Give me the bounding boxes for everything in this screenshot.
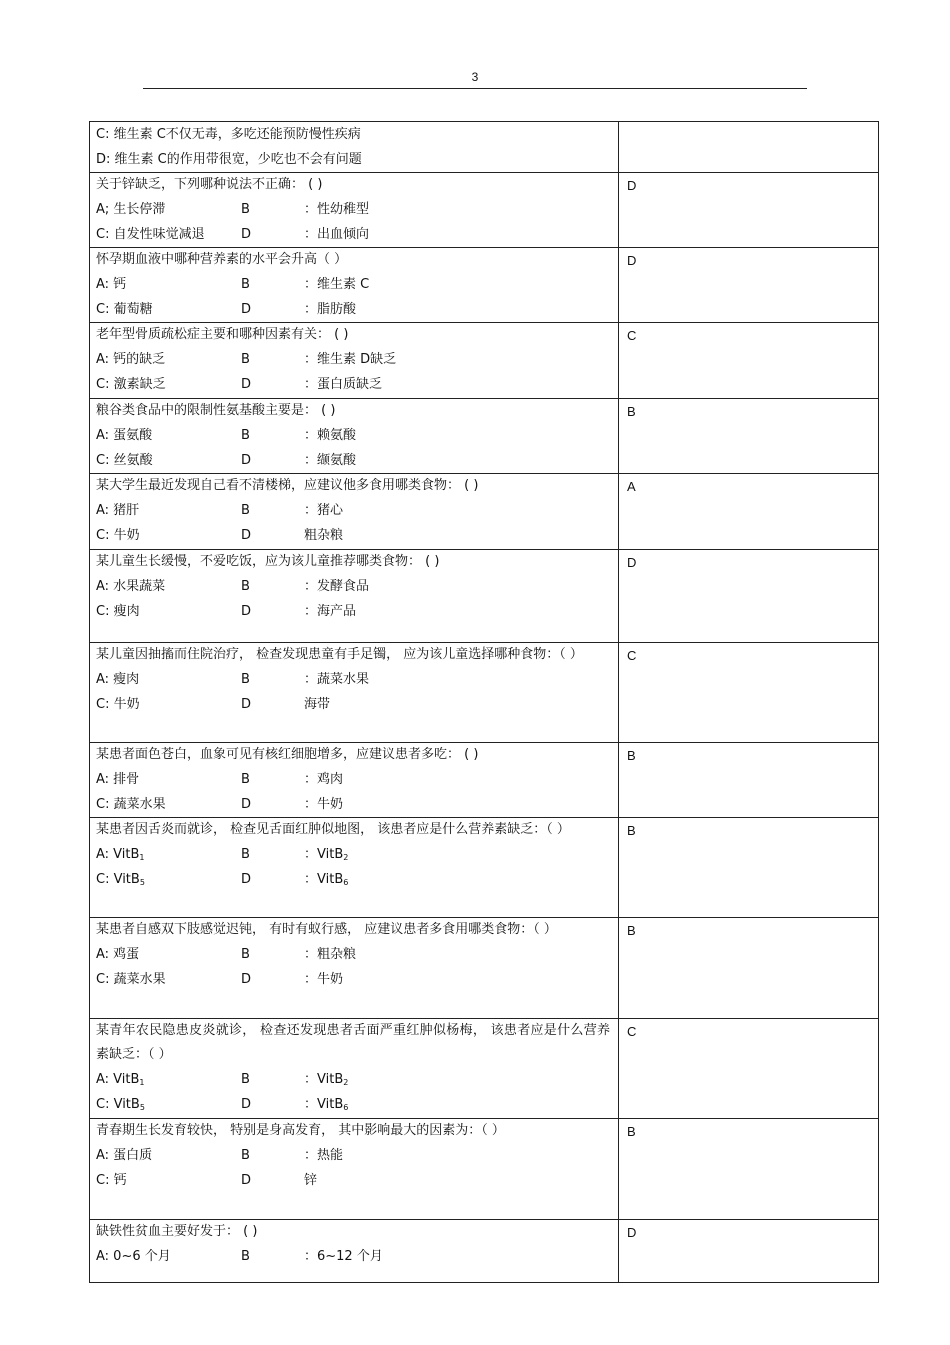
option-right-text: ：VitB$_6$ — [304, 1097, 349, 1112]
option-line — [90, 574, 618, 599]
option-line — [90, 599, 618, 624]
option-left: C: 丝氨酸 — [96, 453, 153, 468]
option-right-letter: B — [241, 1249, 250, 1264]
option-left: A: 猪肝 — [96, 503, 140, 518]
answer-cell: C — [619, 1019, 879, 1119]
option-text: D: 维生素 C的作用带很宽，少吃也不会有问题 — [96, 152, 362, 167]
question-text: 某儿童因抽搐而住院治疗， 检查发现患童有手足镯， 应为该儿童选择哪种食物：（ ） — [96, 647, 583, 662]
option-line — [90, 423, 618, 448]
option-right-text: 锌 — [304, 1173, 318, 1188]
option-line — [90, 498, 618, 523]
option-line — [90, 523, 618, 548]
answer-cell: B — [619, 743, 879, 818]
option-right-text: ：蔬菜水果 — [304, 672, 370, 687]
option-line — [90, 1244, 618, 1269]
option-right-text: ：赖氨酸 — [304, 428, 357, 443]
option-right-letter: D — [241, 227, 252, 242]
option-right-letter: D — [241, 972, 252, 987]
option-line — [90, 967, 618, 992]
question-cell — [90, 743, 619, 818]
option-left: C: 蔬菜水果 — [96, 972, 166, 987]
answer-cell: D — [619, 248, 879, 323]
question-text: 老年型骨质疏松症主要和哪种因素有关： ( ) — [96, 327, 349, 342]
question-row — [90, 643, 879, 743]
option-right-text: ：猪心 — [304, 503, 344, 518]
question-text: 某儿童生长缓慢，不爱吃饭，应为该儿童推荐哪类食物： ( ) — [96, 554, 440, 569]
question-row — [90, 122, 879, 173]
option-line — [90, 1092, 618, 1117]
question-row — [90, 550, 879, 643]
option-right-letter: D — [241, 797, 252, 812]
option-line — [90, 448, 618, 473]
option-right-text: ：脂肪酸 — [304, 302, 357, 317]
option-line — [90, 942, 618, 967]
question-cell — [90, 1119, 619, 1220]
option-line — [90, 792, 618, 817]
question-text: 青春期生长发育较快， 特别是身高发育， 其中影响最大的因素为：（ ） — [96, 1123, 505, 1138]
answer-cell: D — [619, 173, 879, 248]
option-line — [90, 842, 618, 867]
question-text: 怀孕期血液中哪种营养素的水平会升高（ ） — [96, 252, 348, 267]
question-text: 关于锌缺乏，下列哪种说法不正确： ( ) — [96, 177, 323, 192]
option-right-letter: B — [241, 672, 250, 687]
option-right-letter: B — [241, 503, 250, 518]
option-left: C: VitB$_5$ — [96, 872, 145, 887]
question-cell — [90, 323, 619, 399]
option-left: C: 蔬菜水果 — [96, 797, 166, 812]
question-row — [90, 248, 879, 323]
question-row — [90, 1119, 879, 1220]
subscript: 2 — [343, 853, 349, 862]
option-right-letter: D — [241, 1173, 252, 1188]
option-left: A: 鸡蛋 — [96, 947, 140, 962]
question-text: 某患者因舌炎而就诊， 检查见舌面红肿似地图， 该患者应是什么营养素缺乏：（ ） — [96, 822, 570, 837]
subscript: 6 — [343, 878, 349, 887]
option-right-text: ：6~12 个月 — [304, 1249, 383, 1264]
option-left: A: 排骨 — [96, 772, 140, 787]
question-text: 缺铁性贫血主要好发于： ( ) — [96, 1224, 258, 1239]
option-right-letter: D — [241, 453, 252, 468]
option-line — [90, 222, 618, 247]
option-right-letter: B — [241, 579, 250, 594]
subscript: 5 — [139, 1103, 145, 1112]
subscript: 5 — [139, 878, 145, 887]
option-right-text: ：牛奶 — [304, 972, 344, 987]
option-right-text: ：海产品 — [304, 604, 357, 619]
option-left: C: 牛奶 — [96, 528, 140, 543]
option-line — [90, 767, 618, 792]
option-right-text: ：发酵食品 — [304, 579, 370, 594]
question-table — [89, 121, 879, 1283]
option-left: C: 牛奶 — [96, 697, 140, 712]
question-text: 某患者面色苍白，血象可见有核红细胞增多，应建议患者多吃： ( ) — [96, 747, 479, 762]
option-left: A: VitB$_1$ — [96, 1072, 145, 1087]
option-left: C: 钙 — [96, 1173, 127, 1188]
option-right-letter: B — [241, 1148, 250, 1163]
question-cell — [90, 1019, 619, 1119]
option-left: A: 钙的缺乏 — [96, 352, 166, 367]
answer-cell: B — [619, 399, 879, 474]
option-left: C: VitB$_5$ — [96, 1097, 145, 1112]
answer-cell: B — [619, 818, 879, 918]
option-line — [90, 272, 618, 297]
option-right-letter: B — [241, 428, 250, 443]
option-line — [90, 667, 618, 692]
option-line — [90, 297, 618, 322]
option-text: C: 维生素 C不仅无毒，多吃还能预防慢性疾病 — [96, 127, 361, 142]
option-right-text: ：出血倾向 — [304, 227, 370, 242]
question-text: 粮谷类食品中的限制性氨基酸主要是： ( ) — [96, 403, 336, 418]
option-line — [90, 122, 618, 147]
option-left: A: 蛋氨酸 — [96, 428, 153, 443]
question-text: 某大学生最近发现自己看不清楼梯，应建议他多食用哪类食物： ( ) — [96, 478, 479, 493]
subscript: 1 — [139, 1078, 145, 1087]
question-text: 某青年农民隐患皮炎就诊， 检查还发现患者舌面严重红肿似杨梅， 该患者应是什么营养素缺乏：（ ） — [96, 1023, 610, 1062]
option-line — [90, 867, 618, 892]
answer-cell: B — [619, 918, 879, 1019]
question-row — [90, 323, 879, 399]
option-right-text: ：热能 — [304, 1148, 344, 1163]
option-left: C: 瘦肉 — [96, 604, 140, 619]
header-rule — [143, 88, 807, 89]
question-cell — [90, 643, 619, 743]
subscript: 6 — [343, 1103, 349, 1112]
option-right-letter: D — [241, 302, 252, 317]
option-right-text: ：缬氨酸 — [304, 453, 357, 468]
question-cell — [90, 1220, 619, 1283]
option-left: A: 0~6 个月 — [96, 1249, 171, 1264]
option-right-text: ：鸡肉 — [304, 772, 344, 787]
option-right-letter: D — [241, 528, 252, 543]
option-right-text: ：VitB$_6$ — [304, 872, 349, 887]
question-cell — [90, 550, 619, 643]
option-right-letter: D — [241, 377, 252, 392]
option-line — [90, 197, 618, 222]
subscript: 1 — [139, 853, 145, 862]
option-left: A: 瘦肉 — [96, 672, 140, 687]
option-line — [90, 147, 618, 172]
option-line — [90, 692, 618, 717]
option-right-letter: D — [241, 697, 252, 712]
question-row — [90, 1220, 879, 1283]
option-right-letter: B — [241, 202, 250, 217]
answer-cell: C — [619, 643, 879, 743]
option-right-text: ：维生素 D缺乏 — [304, 352, 397, 367]
option-left: A; 生长停滞 — [96, 202, 166, 217]
option-right-text: 粗杂粮 — [304, 528, 344, 543]
option-left: A: 水果蔬菜 — [96, 579, 166, 594]
option-left: C: 葡萄糖 — [96, 302, 153, 317]
question-row — [90, 918, 879, 1019]
question-cell — [90, 248, 619, 323]
option-right-letter: B — [241, 772, 250, 787]
option-left: C: 激素缺乏 — [96, 377, 166, 392]
answer-cell: A — [619, 474, 879, 550]
answer-cell: C — [619, 323, 879, 399]
option-right-text: ：牛奶 — [304, 797, 344, 812]
question-cell — [90, 818, 619, 918]
question-cell — [90, 918, 619, 1019]
option-right-text: 海带 — [304, 697, 331, 712]
question-row — [90, 818, 879, 918]
option-line — [90, 1143, 618, 1168]
question-text: 某患者自感双下肢感觉迟钝， 有时有蚁行感， 应建议患者多食用哪类食物：（ ） — [96, 922, 557, 937]
answer-cell: D — [619, 550, 879, 643]
option-left: A: 钙 — [96, 277, 127, 292]
option-right-text: ：VitB$_2$ — [304, 847, 349, 862]
option-right-text: ：维生素 C — [304, 277, 370, 292]
option-right-letter: B — [241, 847, 250, 862]
option-line — [90, 372, 618, 397]
question-cell — [90, 474, 619, 550]
subscript: 2 — [343, 1078, 349, 1087]
option-right-letter: B — [241, 277, 250, 292]
option-right-letter: D — [241, 1097, 252, 1112]
question-row — [90, 1019, 879, 1119]
question-row — [90, 399, 879, 474]
option-line — [90, 1067, 618, 1092]
answer-cell: D — [619, 1220, 879, 1283]
option-left: C: 自发性味觉减退 — [96, 227, 205, 242]
option-right-text: ：蛋白质缺乏 — [304, 377, 383, 392]
option-right-letter: D — [241, 604, 252, 619]
option-right-text: ：性幼稚型 — [304, 202, 370, 217]
question-row — [90, 474, 879, 550]
option-right-text: ：粗杂粮 — [304, 947, 357, 962]
option-line — [90, 347, 618, 372]
option-left: A: VitB$_1$ — [96, 847, 145, 862]
question-cell — [90, 399, 619, 474]
option-right-letter: D — [241, 872, 252, 887]
question-row — [90, 173, 879, 248]
question-row — [90, 743, 879, 818]
question-cell — [90, 122, 619, 173]
question-cell — [90, 173, 619, 248]
answer-cell — [619, 122, 879, 173]
option-right-letter: B — [241, 352, 250, 367]
answer-cell: B — [619, 1119, 879, 1220]
option-right-text: ：VitB$_2$ — [304, 1072, 349, 1087]
page-number: 3 — [471, 70, 479, 84]
option-right-letter: B — [241, 947, 250, 962]
option-line — [90, 1168, 618, 1193]
option-right-letter: B — [241, 1072, 250, 1087]
option-left: A: 蛋白质 — [96, 1148, 153, 1163]
